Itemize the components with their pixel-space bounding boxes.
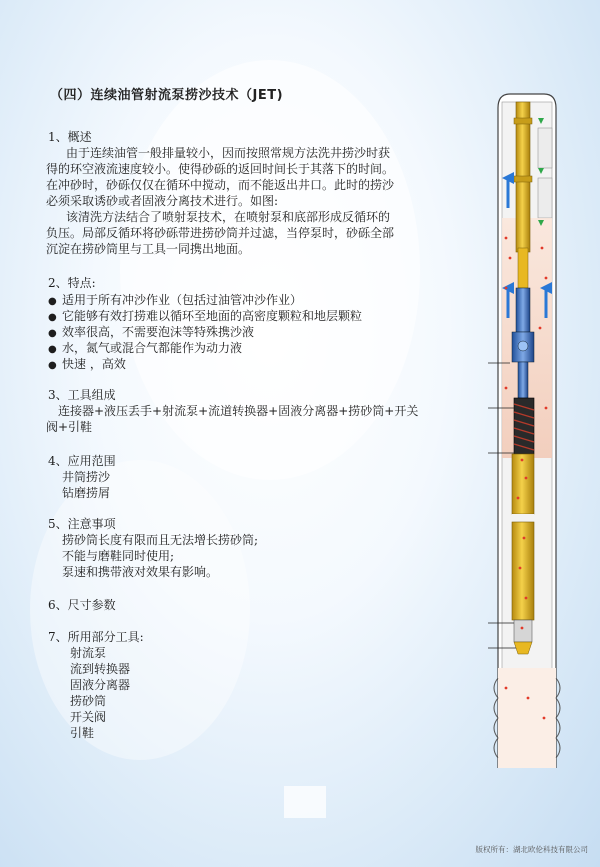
feature-list-item: ● 它能够有效打捞难以循环至地面的高密度颗粒和地层颗粒	[48, 309, 362, 326]
notes-item: 泵速和携带液对效果有影响。	[62, 565, 219, 579]
parts-item: 固液分离器	[70, 678, 131, 692]
sand-fill	[498, 668, 556, 768]
jet-pump-well-diagram	[488, 88, 574, 768]
sand-tube	[512, 454, 534, 514]
page-number-placeholder	[284, 786, 326, 818]
tools-line: 阀+引鞋	[46, 420, 93, 434]
section-heading-parts: 7、所用部分工具:	[48, 630, 144, 644]
solid-liquid-separator	[514, 398, 534, 454]
scope-item: 井筒捞沙	[62, 470, 111, 484]
section-heading-tools: 3、工具组成	[48, 388, 116, 402]
section-heading-dimensions: 6、尺寸参数	[48, 598, 116, 612]
section-heading-overview: 1、概述	[48, 130, 92, 144]
switch-valve	[514, 620, 532, 642]
sand-tube-lower	[512, 522, 534, 620]
feature-list-item: ● 水，氮气或混合气都能作为动力液	[48, 341, 242, 358]
overview-paragraph-line: 沉淀在捞砂筒里与工具一同携出地面。	[46, 242, 251, 256]
parts-item: 流到转换器	[70, 662, 131, 676]
parts-item: 开关阀	[70, 710, 107, 724]
feature-list-item: ● 效率很高，不需要泡沫等特殊携沙液	[48, 325, 254, 342]
notes-item: 捞砂筒长度有限而且无法增长捞砂筒;	[62, 533, 259, 547]
copyright-footer: 版权所有：湖北欧伦科技有限公司	[475, 845, 588, 854]
feature-list-item: ● 适用于所有冲沙作业（包括过油管冲沙作业）	[48, 293, 302, 310]
feature-list-item: ● 快速 ，高效	[48, 357, 126, 374]
parts-item: 射流泵	[70, 646, 107, 660]
tubing-collar	[514, 176, 532, 182]
parts-item: 捞砂筒	[70, 694, 107, 708]
overview-paragraph-line: 由于连续油管一般排量较小，因而按照常规方法洗井捞沙时获	[66, 146, 391, 160]
section-heading-features: 2、特点:	[48, 276, 96, 290]
tool-gap	[512, 514, 534, 522]
notes-item: 不能与磨鞋同时使用;	[62, 549, 175, 563]
overview-paragraph-line: 该清洗方法结合了喷射泵技术，在喷射泵和底部形成反循环的	[66, 210, 391, 224]
section-heading-scope: 4、应用范围	[48, 454, 116, 468]
tubing-collar	[514, 118, 532, 124]
scope-item: 钻磨捞屑	[62, 486, 111, 500]
parts-item: 引鞋	[70, 726, 95, 740]
page-title: （四）连续油管射流泵捞沙技术（JET)	[50, 88, 284, 103]
overview-paragraph-line: 负压。局部反循环将砂砾带进捞砂筒并过滤，当停泵时，砂砾全部	[46, 226, 395, 240]
tools-line: 连接器+液压丢手+射流泵+流道转换器+固液分离器+捞砂筒+开关	[58, 404, 419, 418]
overview-paragraph-line: 必须采取诱砂或者固液分离技术进行。如图:	[46, 194, 279, 208]
section-heading-notes: 5、注意事项	[48, 517, 116, 531]
overview-paragraph-line: 在冲砂时，砂砾仅仅在循环中搅动，而不能返出井口。此时的捞沙	[46, 178, 395, 192]
overview-paragraph-line: 得的环空液流速度较小。使得砂砾的返回时间长于其落下的时间。	[46, 162, 395, 176]
